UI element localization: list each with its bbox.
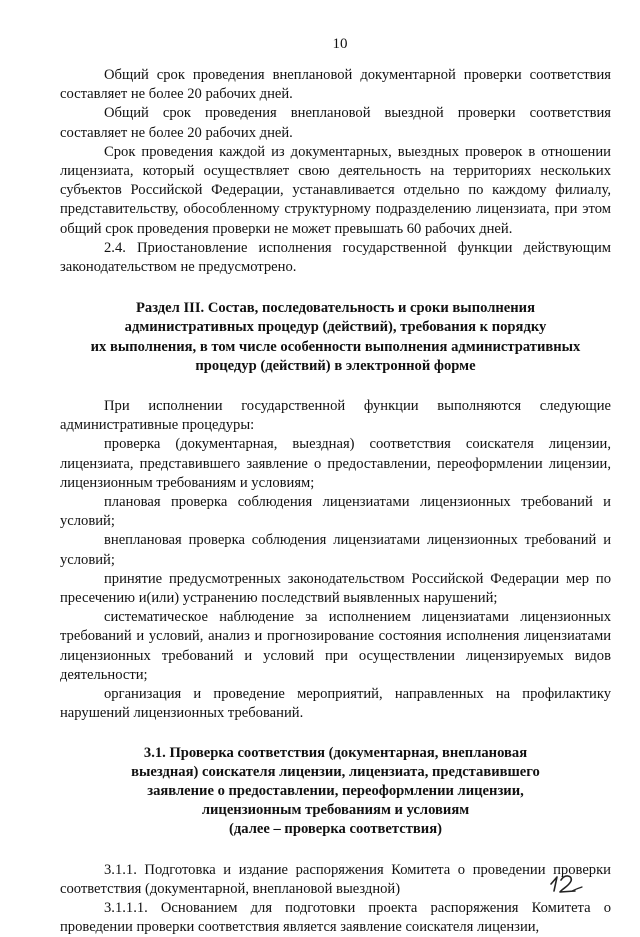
paragraph: При исполнении государственной функции выполняются следующие административные процедуры: — [60, 398, 611, 434]
list-item: плановая проверка соблюдения лицензиатами лицензионных требований и условий; — [60, 494, 611, 530]
subsection-heading — [60, 744, 611, 840]
paragraph: Общий срок проведения внеплановой выездной проверки соответствия составляет не более 20 рабочих дней. — [60, 105, 611, 141]
list-item: организация и проведение мероприятий, направленных на профилактику нарушений лицензионных требований. — [60, 686, 611, 722]
list-item: систематическое наблюдение за исполнением лицензиатами лицензионных требований и условий, анализ и прогнозирование состояния исполнения лицензиатами лицензионных требований и условий при осуществлении лицензируемых видов деятельности; — [60, 609, 611, 683]
section-heading-line: процедур (действий) в электронной форме — [195, 357, 476, 374]
paragraph: 2.4. Приостановление исполнения государственной функции действующим законодательством не предусмотрено. — [60, 239, 611, 276]
subsection-heading-line: выездная) соискателя лицензии, лицензиата, представившего — [131, 763, 540, 780]
document-body — [60, 66, 611, 937]
section-heading-line: их выполнения, в том числе особенности выполнения административных — [90, 338, 581, 355]
paragraph: 3.1.1.1. Основанием для подготовки проекта распоряжения Комитета о проведении проверки соответствия является заявление соискателя лицензии, — [60, 899, 611, 936]
paragraph: 3.1.1. Подготовка и издание распоряжения Комитета о проведении проверки соответствия (документарной, внеплановой выездной) — [60, 861, 611, 897]
paragraph: Общий срок проведения внеплановой документарной проверки соответствия составляет не более 20 рабочих дней. — [60, 67, 611, 103]
list-item: проверка (документарная, выездная) соответствия соискателя лицензии, лицензиата, представившего заявление о предоставлении, переоформлении лицензии, лицензионным требованиям и условиям; — [60, 436, 611, 491]
list-item: внеплановая проверка соблюдения лицензиатами лицензионных требований и условий; — [60, 532, 611, 568]
subsection-heading-line: заявление о предоставлении, переоформлении лицензии, — [147, 782, 524, 799]
page-number: 10 — [332, 36, 348, 52]
paragraph: Срок проведения каждой из документарных, выездных проверок в отношении лицензиата, который осуществляет свою деятельность на территориях нескольких субъектов Российской Федерации, устанавливается отдельно по каждому филиалу, представительству, обособленному структурному подразделению лицензиата, при этом общий срок проведения проверки не может превышать 60 рабочих дней. — [60, 143, 611, 237]
subsection-heading-line: (далее – проверка соответствия) — [229, 821, 442, 838]
subsection-heading-line: лицензионным требованиям и условиям — [201, 802, 470, 819]
handwritten-page-number — [548, 872, 584, 894]
section-heading — [60, 299, 611, 376]
section-heading-line: Раздел III. Состав, последовательность и сроки выполнения — [135, 300, 535, 317]
list-item: принятие предусмотренных законодательством Российской Федерации мер по пресечению и(или) устранению последствий выявленных нарушений; — [60, 570, 611, 607]
subsection-heading-line: 3.1. Проверка соответствия (документарная, внеплановая — [143, 744, 528, 761]
section-heading-line: административных процедур (действий), требования к порядку — [124, 319, 547, 336]
